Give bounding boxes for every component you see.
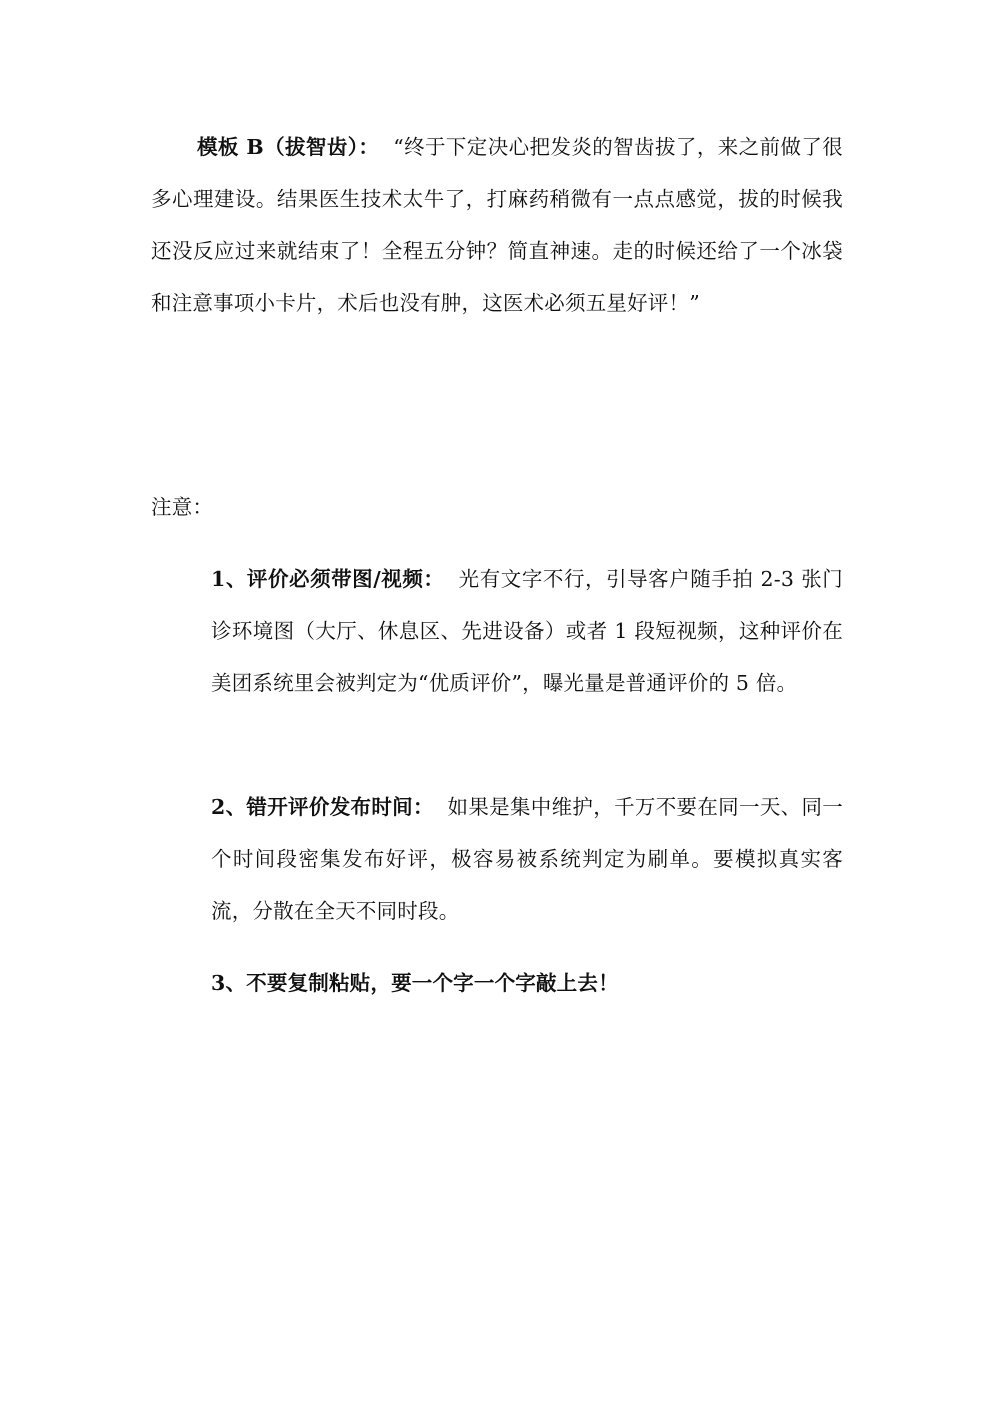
note-item	[211, 957, 843, 1009]
note-item-title: 2、错开评价发布时间：	[211, 795, 434, 819]
template-b-quote: “终于下定决心把发炎的智齿拔了，来之前做了很多心理建设。结果医生技术太牛了，打麻药稍微有一点点感觉，拔的时候我还没反应过来就结束了！全程五分钟？简直神速。走的时候还给了一个冰袋和注意事项小卡片，术后也没有肿，这医术必须五星好评！”	[151, 135, 843, 315]
note-item-body: 光有文字不行，引导客户随手拍 2-3 张门诊环境图（大厅、休息区、先进设备）或者 1 段短视频，这种评价在美团系统里会被判定为“优质评价”，曝光量是普通评价的 5 倍。	[211, 567, 844, 695]
note-item	[211, 553, 843, 709]
note-item-title: 1、评价必须带图/视频：	[211, 567, 445, 591]
notes-heading: 注意：	[151, 495, 214, 519]
template-b-label: 模板 B（拔智齿）：	[197, 135, 380, 159]
template-b-paragraph	[151, 121, 843, 329]
note-item-title: 3、不要复制粘贴，要一个字一个字敲上去！	[211, 971, 619, 995]
note-item-body: 如果是集中维护，千万不要在同一天、同一个时间段密集发布好评，极容易被系统判定为刷单。要模拟真实客流，分散在全天不同时段。	[211, 795, 843, 923]
note-item	[211, 781, 843, 937]
